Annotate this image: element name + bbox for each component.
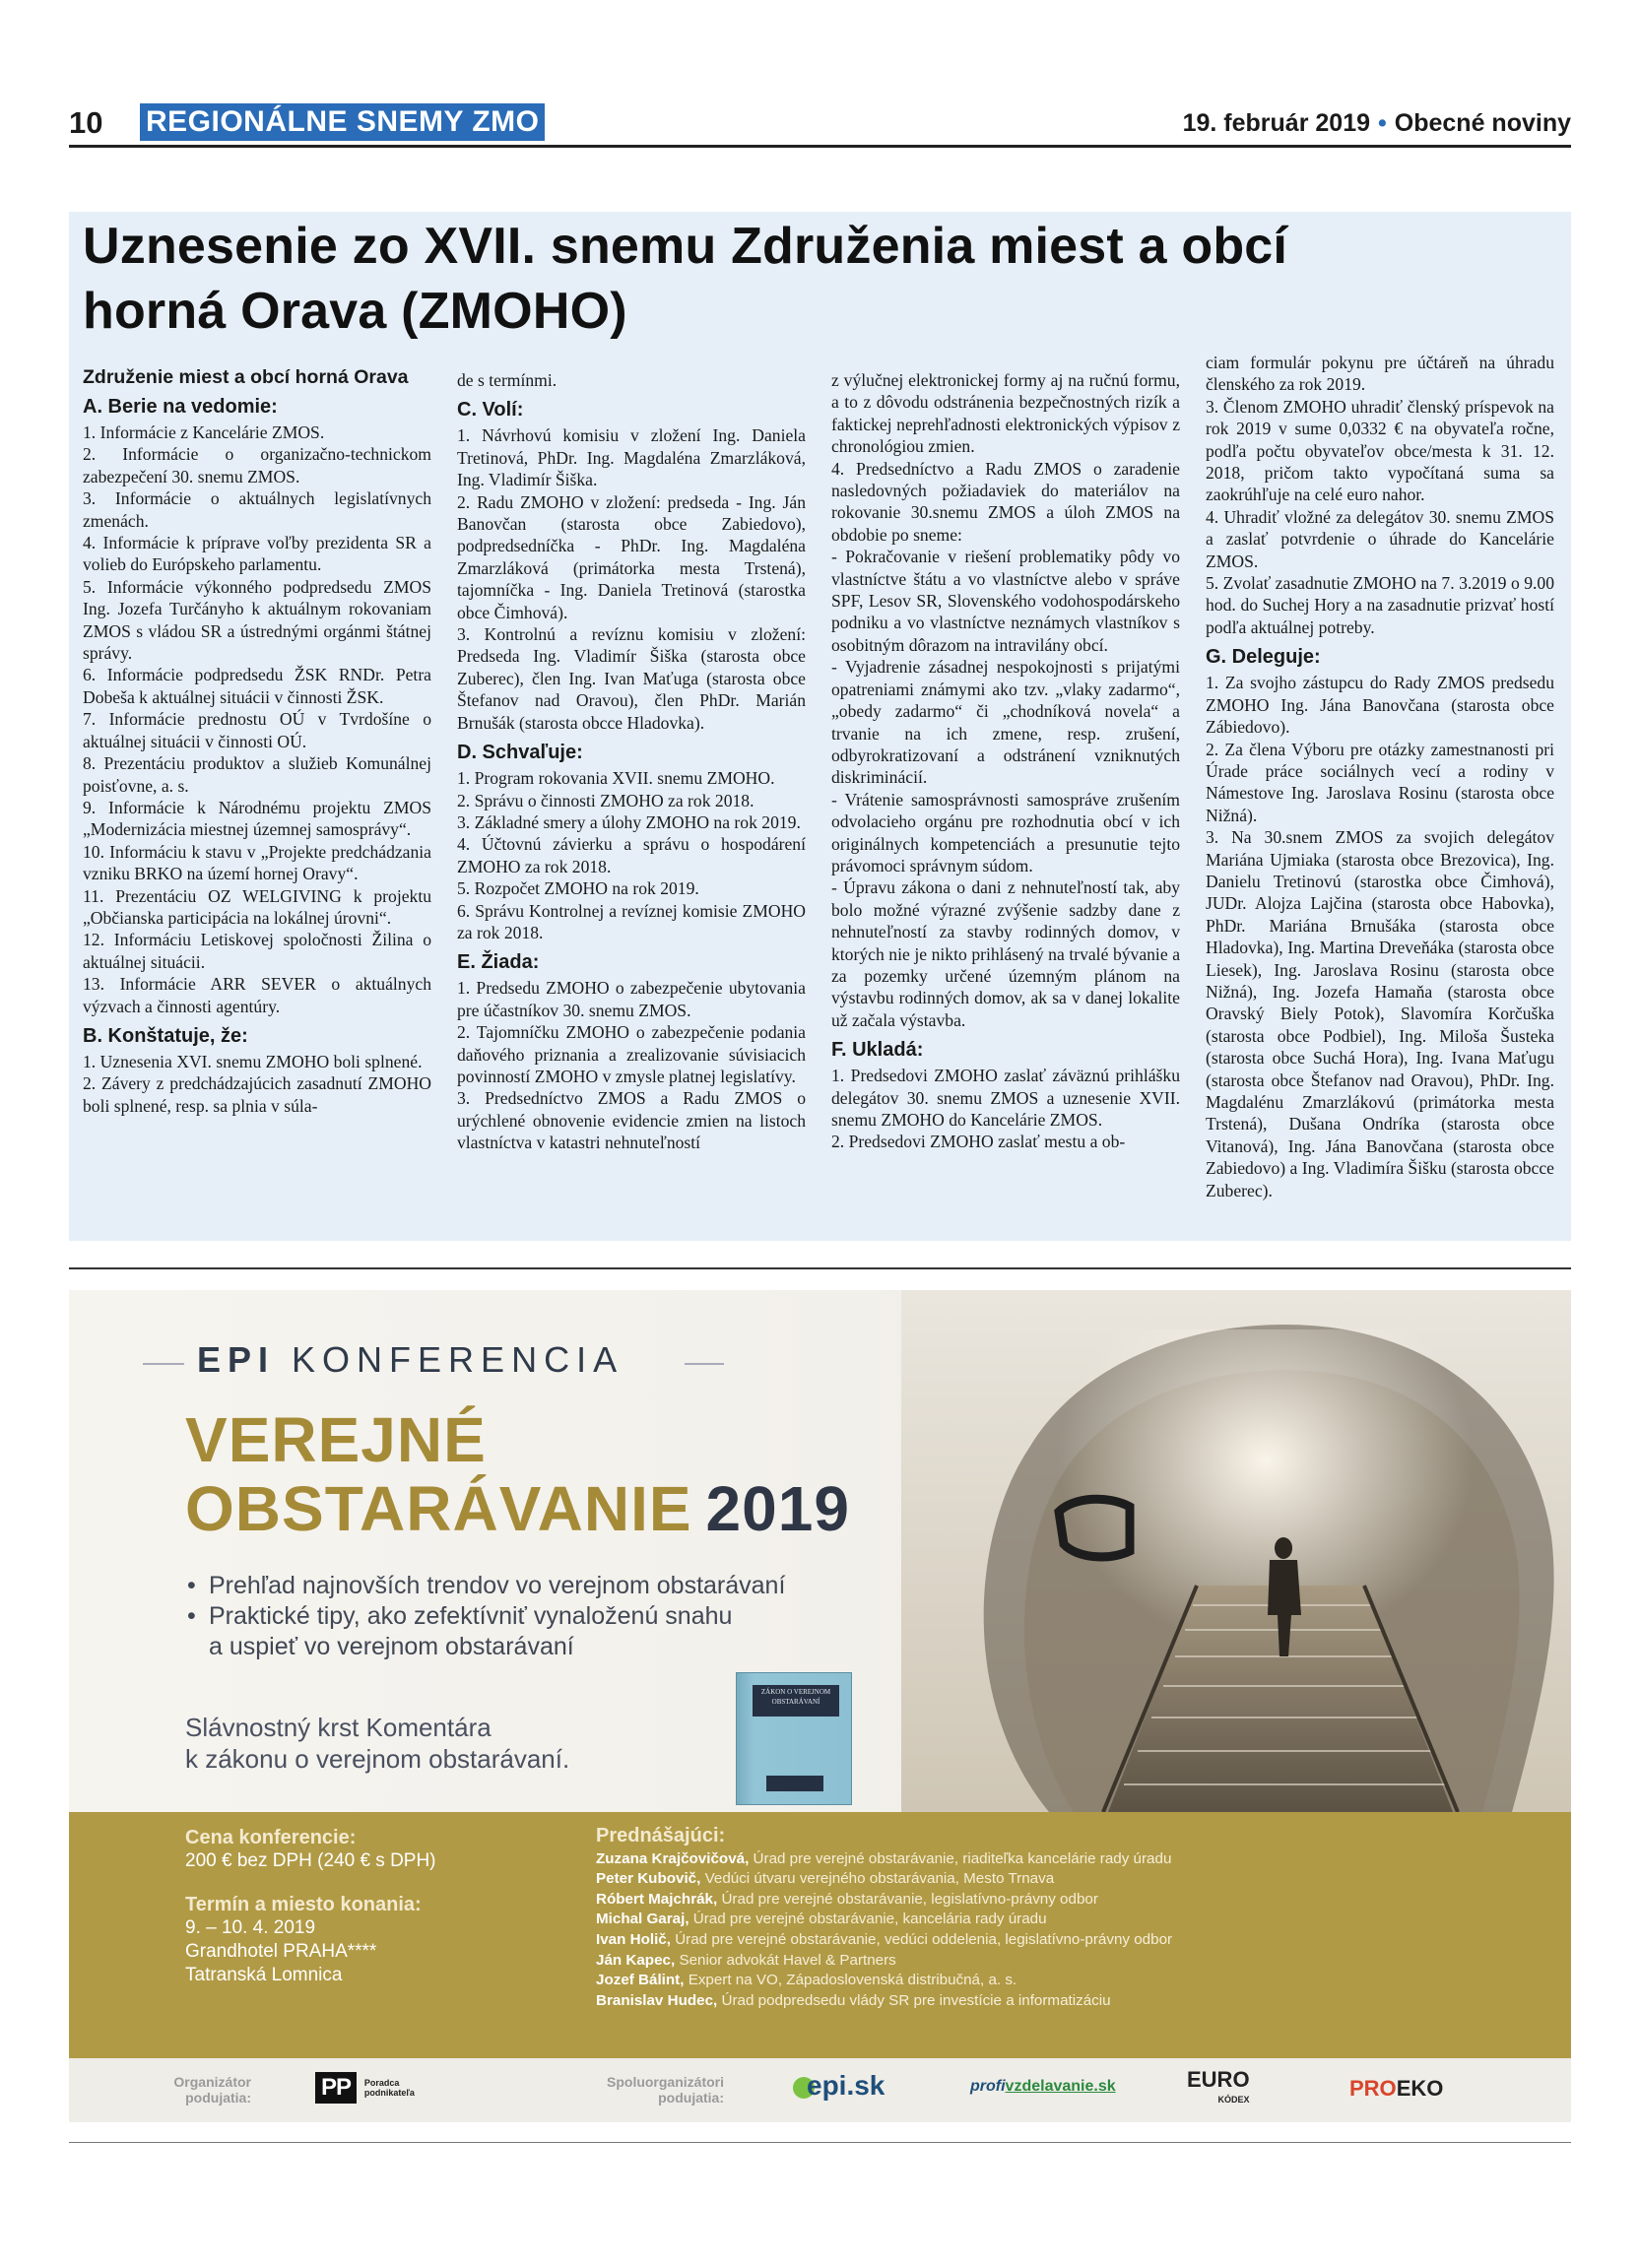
section-heading-e: E. Žiada: [457, 951, 540, 974]
bottom-rule [69, 2142, 1571, 2143]
staircase-businessman-illustration [901, 1290, 1571, 1812]
book-cover-badge [766, 1776, 823, 1791]
ad-title-year: 2019 [705, 1473, 850, 1544]
book-cover-image [736, 1672, 852, 1805]
article-title [83, 214, 1560, 344]
newspaper-name: Obecné noviny [1394, 109, 1571, 137]
article-box [69, 212, 1571, 1241]
pp-logo-text1: Poradca [363, 2078, 400, 2088]
section-heading-d: D. Schvaľuje: [457, 742, 583, 764]
speaker-role: Úrad pre verejné obstarávanie, legislatívno-právny odbor [721, 1890, 1098, 1908]
speakers-label: Prednášajúci: [596, 1825, 726, 1847]
paragraph: ciam formulár pokynu pre účtáreň na úhradu členského za rok 2019. [1206, 353, 1554, 395]
list-item: 3. Informácie o aktuálnych legislatívnych zmenách. [83, 488, 431, 531]
ad-speakers [596, 1826, 1172, 2011]
ad-kicker-rest: KONFERENCIA [292, 1339, 624, 1380]
speaker-name: Zuzana Krajčovičová, [596, 1849, 750, 1867]
paragraph: 4. Predsedníctvo a Radu ZMOS o zaradenie nasledovných požiadaviek do materiálov na rokovanie 30.snemu ZMOS a úloh ZMOS na obdobie po sneme: [831, 458, 1180, 545]
organizer-label-line2: podujatia: [185, 2090, 251, 2106]
date-label: Termín a miesto konania: [185, 1894, 422, 1915]
ad-title-line1: VEREJNÉ [185, 1404, 487, 1475]
coorganizer-label-line2: podujatia: [658, 2090, 724, 2106]
paragraph: - Vyjadrenie zásadnej nespokojnosti s prijatými opatreniami známymi ako tzv. „vlaky zadarmo“, „obedy zadarmo“ či „chodníková novela“ a trvanie na ich zmene, resp. zrušení, odbyrokratizovaní a odstránení vzniknutých diskriminácií. [831, 657, 1180, 788]
paragraph: 5. Zvolať zasadnutie ZMOHO na 7. 3.2019 o 9.00 hod. do Suchej Hory a na zasadnutie prizvať hostí podľa aktuálnej potreby. [1206, 573, 1554, 637]
ad-book-launch-text [185, 1712, 569, 1775]
ad-info-band [69, 1812, 1571, 2058]
book-cover-title: ZÁKON O VEREJNOM OBSTARÁVANÍ [753, 1685, 839, 1717]
proeko-logo-a: PRO [1349, 2076, 1397, 2101]
list-item: 5. Rozpočet ZMOHO na rok 2019. [457, 878, 699, 899]
venue-line2: Tatranská Lomnica [185, 1965, 343, 1985]
pp-logo-mark: PP [315, 2072, 357, 2104]
list-item: 1. Program rokovania XVII. snemu ZMOHO. [457, 768, 775, 789]
list-item: 6. Informácie podpredsedu ŽSK RNDr. Petra Dobeša k aktuálnej situácii v činnosti ŽSK. [83, 665, 431, 707]
pp-logo[interactable] [315, 2072, 415, 2104]
list-item: 3. Kontrolnú a revíznu komisiu v zložení: Predseda Ing. Vladimír Šiška (starosta obce Zuberec), člen Ing. Ivan Maťuga (starosta obce Štefanov nad Oravou), člen PhDr. Marián Brnušák (starosta obcce Hladovka). [457, 624, 806, 733]
ad-title-line2 [185, 1472, 850, 1545]
speaker-role: Expert na VO, Západoslovenská distribučná, a. s. [688, 1972, 1017, 1989]
section-heading-g: G. Deleguje: [1206, 646, 1321, 669]
list-item: 12. Informáciu Letiskovej spoločnosti Žilina o aktuálnej situácii. [83, 930, 431, 972]
article-column-4 [1206, 352, 1554, 1201]
list-item: 3. Predsedníctvo ZMOS a Radu ZMOS o urýchlené obnovenie evidencie zmien na listoch vlastníctva v katastri nehnuteľností [457, 1088, 806, 1153]
ad-bullet: • Praktické tipy, ako zefektívniť vynaloženú snahu a uspieť vo verejnom obstarávaní [185, 1601, 737, 1662]
profi-logo-a: profi [970, 2078, 1006, 2095]
speaker-name: Michal Garaj, [596, 1911, 689, 1928]
speaker-name: Ján Kapec, [596, 1951, 676, 1969]
epi-logo[interactable] [793, 2070, 885, 2102]
speaker-name: Jozef Bálint, [596, 1972, 685, 1989]
issue-date: 19. február 2019 [1182, 109, 1371, 137]
list-item: 10. Informáciu k stavu v „Projekte predchádzania vzniku BRKO na území hornej Oravy“. [83, 841, 431, 884]
speaker-role: Úrad pre verejné obstarávanie, riaditeľka kancelárie rady úradu [753, 1849, 1172, 1867]
profivzdelavanie-logo[interactable] [970, 2078, 1116, 2096]
separator-dot: • [1378, 109, 1387, 137]
ad-bullet-list [185, 1571, 785, 1662]
article-column-2 [457, 369, 806, 1154]
price-label: Cena konferencie: [185, 1827, 357, 1848]
speaker-item [596, 1991, 1172, 2012]
list-item: 7. Informácie prednostu OÚ v Tvrdošíne o aktuálnej situácii v činnosti OÚ. [83, 709, 431, 751]
proeko-logo[interactable] [1349, 2076, 1443, 2102]
list-item: 3. Základné smery a úlohy ZMOHO na rok 2019. [457, 811, 801, 832]
paragraph: - Vrátenie samosprávnosti samospráve zrušením odvolacieho orgánu pre rozhodnutia obcí v ich originálnych kompetenciách a presunutie tejto právomoci správnym súdom. [831, 789, 1180, 875]
organizer-label [163, 2074, 251, 2106]
list-item: 1. Návrhovú komisiu v zložení Ing. Daniela Tretinová, PhDr. Ing. Magdaléna Zmarzláková, Ing. Vladimír Šiška. [457, 425, 806, 490]
speaker-item [596, 1971, 1172, 1991]
speaker-role: Vedúci útvaru verejného obstarávania, Mesto Trnava [704, 1870, 1055, 1888]
venue-line1: Grandhotel PRAHA**** [185, 1941, 377, 1962]
ad-bullet: • Prehľad najnovších trendov vo verejnom obstarávaní [185, 1571, 785, 1601]
list-item: 8. Prezentáciu produktov a služieb Komunálnej poisťovne, a. s. [83, 753, 431, 796]
speaker-role: Senior advokát Havel & Partners [679, 1951, 896, 1969]
list-item: 1. Uznesenia XVI. snemu ZMOHO boli splnené. [83, 1051, 423, 1071]
article-column-1 [83, 366, 431, 1117]
page-header [69, 103, 1571, 148]
speaker-name: Peter Kubovič, [596, 1870, 701, 1888]
profi-logo-b: vzdelavanie.sk [1005, 2078, 1116, 2095]
speaker-item [596, 1849, 1172, 1870]
list-item: 4. Informácie k príprave voľby prezidenta SR a volieb do Európskeho parlamentu. [83, 533, 431, 575]
list-item: 2. Závery z predchádzajúcich zasadnutí ZMOHO boli splnené, resp. sa plnia v súla- [83, 1073, 431, 1116]
list-item: 3. Na 30.snem ZMOS za svojich delegátov Mariána Ujmiaka (starosta obce Brezovica), Ing. Danielu Tretinovú (starostka obce Čimhová), JUDr. Alojza Lajčina (starosta obce Habovka), PhDr. Mariána Brnušáka (starosta obce Hladovka), Ing. Martina Dreveňáka (starosta obce Liesek), Ing. Jaroslava Rosinu (starosta obce Nižná), Ing. Jozefa Hamaňa (starosta obce Oravský Biely Potok), Slavomíra Korčuška (starosta obce Podbiel), Ing. Miloša Šusteka (starosta obce Suchá Hora), Ing. Ivana Maťugu (starosta obce Štefanov nad Oravou), PhDr. Ing. Magdalénu Zmarzlákovú (primátorka mesta Trstená), Dušana Ondríka (starosta obce Vitanová), Ing. Jána Banovčana (starosta obce Zabiedovo) a Ing. Vladimíra Šišku (starosta obcce Zuberec). [1206, 827, 1554, 1200]
price-value: 200 € bez DPH (240 € s DPH) [185, 1850, 436, 1871]
paragraph: z výlučnej elektronickej formy aj na ručnú formu, a to z dôvodu odstránenia bezpečnostných rizík a faktickej neprehľadnosti elektronických výpisov z chronológiou zmien. [831, 370, 1180, 457]
ad-kicker-epi: EPI [197, 1339, 276, 1380]
section-label: REGIONÁLNE SNEMY ZMO [140, 103, 545, 141]
speaker-role: Úrad pre verejné obstarávanie, vedúci oddelenia, legislatívno-právny odbor [675, 1930, 1173, 1948]
list-item: 6. Správu Kontrolnej a revíznej komisie ZMOHO za rok 2018. [457, 900, 806, 942]
kicker-line-right [685, 1363, 724, 1365]
paragraph: - Pokračovanie v riešení problematiky pôdy vo vlastníctve štátu a vo vlastníctve alebo v správe SPF, Lesov SR, Slovenského vodohospodárskeho podniku a vo vlastníctve neznámych vlastníkov s osobitným dôrazom na intravilány obcí. [831, 547, 1180, 655]
paragraph: 4. Uhradiť vložné za delegátov 30. snemu ZMOS a zaslať potvrdenie o úhrade do Kancelárie ZMOS. [1206, 506, 1554, 571]
list-item: 2. Informácie o organizačno-technickom zabezpečení 30. snemu ZMOS. [83, 444, 431, 486]
speaker-item [596, 1910, 1172, 1930]
article-title-line2: horná Orava (ZMOHO) [83, 283, 627, 340]
eurokodex-logo[interactable] [1187, 2067, 1250, 2109]
list-item: 1. Predsedu ZMOHO o zabezpečenie ubytovania pre účastníkov 30. snemu ZMOS. [457, 978, 806, 1020]
ad-title-word: OBSTARÁVANIE [185, 1473, 692, 1544]
organization-name: Združenie miest a obcí horná Orava [83, 366, 409, 388]
paragraph: - Úpravu zákona o dani z nehnuteľností tak, aby bolo možné výrazné zvýšenie sadzby dane z nehnuteľností za stavby rodinných domov, v ktorých nie je nikto prihlásený na trvalé bývanie a za pozemky určené územným plánom na výstavbu rodinných domov, ak sa v danej lokalite už začala výstavba. [831, 877, 1180, 1030]
date-value: 9. – 10. 4. 2019 [185, 1917, 316, 1938]
article-column-3 [831, 369, 1180, 1153]
list-item: 1. Predsedovi ZMOHO zaslať záväznú prihlášku delegátov 30. snemu ZMOS a uznesenie XVII. snemu ZMOHO do Kancelárie ZMOS. [831, 1066, 1180, 1130]
issue-date-line [1183, 109, 1571, 138]
list-item: 2. Predsedovi ZMOHO zaslať mestu a ob- [831, 1132, 1126, 1152]
kicker-line-left [143, 1363, 184, 1365]
speaker-item [596, 1890, 1172, 1911]
speaker-name: Ivan Holič, [596, 1930, 671, 1948]
list-item: 2. Za člena Výboru pre otázky zamestnanosti pri Úrade práce sociálnych vecí a rodiny v Námestove Ing. Jaroslava Rosinu (starosta obce Nižná). [1206, 739, 1554, 825]
conference-advertisement[interactable] [69, 1290, 1571, 2122]
organizer-label-line1: Organizátor [173, 2074, 251, 2090]
list-item: 9. Informácie k Národnému projektu ZMOS „Modernizácia miestnej územnej samosprávy“. [83, 797, 431, 840]
speaker-item [596, 1869, 1172, 1890]
speaker-role: Úrad pre verejné obstarávanie, kancelária rady úradu [692, 1911, 1047, 1928]
list-item: 2. Radu ZMOHO v zložení: predseda - Ing. Ján Banovčan (starosta obce Zabiedovo), podpredsedníčka - PhDr. Ing. Magdaléna Zmarzláková (primátorka mesta Trstená), tajomníčka - Ing. Daniela Tretinová (starostka obce Čimhová). [457, 491, 806, 622]
list-item: 2. Tajomníčku ZMOHO o zabezpečenie podania daňového priznania a zrealizovanie súvisiacich povinností ZMOHO v zmysle platnej legislatívy. [457, 1022, 806, 1086]
continued-text: de s termínmi. [457, 370, 558, 390]
speaker-item [596, 1930, 1172, 1951]
ad-krst-line2: k zákonu o verejnom obstarávaní. [185, 1744, 570, 1774]
epi-logo-text: epi.sk [807, 2070, 886, 2101]
pp-logo-text2: podnikateľa [363, 2088, 415, 2098]
coorganizer-label-line1: Spoluorganizátori [607, 2074, 724, 2090]
list-item: 2. Správu o činnosti ZMOHO za rok 2018. [457, 790, 754, 810]
list-item: 5. Informácie výkonného podpredsedu ZMOS Ing. Jozefa Turčányho k aktuálnym rokovaniam ZMOS s vládou SR a ústrednými orgánmi štátnej správy. [83, 576, 431, 664]
speaker-name: Branislav Hudec, [596, 1991, 718, 2009]
coorganizer-label [576, 2074, 724, 2106]
speaker-item [596, 1951, 1172, 1972]
section-heading-a: A. Berie na vedomie: [83, 396, 278, 418]
list-item: 1. Informácie z Kancelárie ZMOS. [83, 422, 325, 442]
section-heading-c: C. Volí: [457, 399, 524, 421]
list-item: 11. Prezentáciu OZ WELGIVING k projektu „Občianska participácia na lokálnej úrovni“. [83, 885, 431, 928]
speaker-name: Róbert Majchrák, [596, 1890, 718, 1908]
ad-kicker [197, 1339, 623, 1381]
speaker-role: Úrad podpredsedu vlády SR pre investície a informatizáciu [721, 1991, 1111, 2009]
proeko-logo-b: EKO [1396, 2076, 1444, 2101]
ad-event-info [185, 1826, 436, 1987]
section-heading-f: F. Ukladá: [831, 1039, 924, 1062]
divider-rule [69, 1267, 1571, 1269]
list-item: 4. Účtovnú závierku a správu o hospodárení ZMOHO za rok 2018. [457, 834, 806, 876]
page-number: 10 [69, 105, 103, 140]
ad-sponsor-footer [69, 2058, 1571, 2122]
paragraph: 3. Členom ZMOHO uhradiť členský príspevok na rok 2019 v sume 0,0332 € na obyvateľa ročne, podľa počtu obyvateľov obce/mesta k 31. 12. 2018, pričom takto vypočítaná suma sa zaokrúhľuje na celé euro nahor. [1206, 396, 1554, 505]
article-title-line1: Uznesenie zo XVII. snemu Združenia miest a obcí [83, 218, 1288, 275]
euro-logo-text: EURO [1187, 2067, 1250, 2092]
kodex-logo-text: KÓDEX [1217, 2095, 1250, 2105]
section-heading-b: B. Konštatuje, že: [83, 1024, 248, 1047]
pp-logo-text [364, 2078, 415, 2098]
ad-krst-line1: Slávnostný krst Komentára [185, 1713, 492, 1742]
list-item: 13. Informácie ARR SEVER o aktuálnych výzvach a činnosti agentúry. [83, 974, 431, 1016]
list-item: 1. Za svojho zástupcu do Rady ZMOS predsedu ZMOHO Ing. Jána Banovčana (starosta obce Zábiedovo). [1206, 673, 1554, 738]
